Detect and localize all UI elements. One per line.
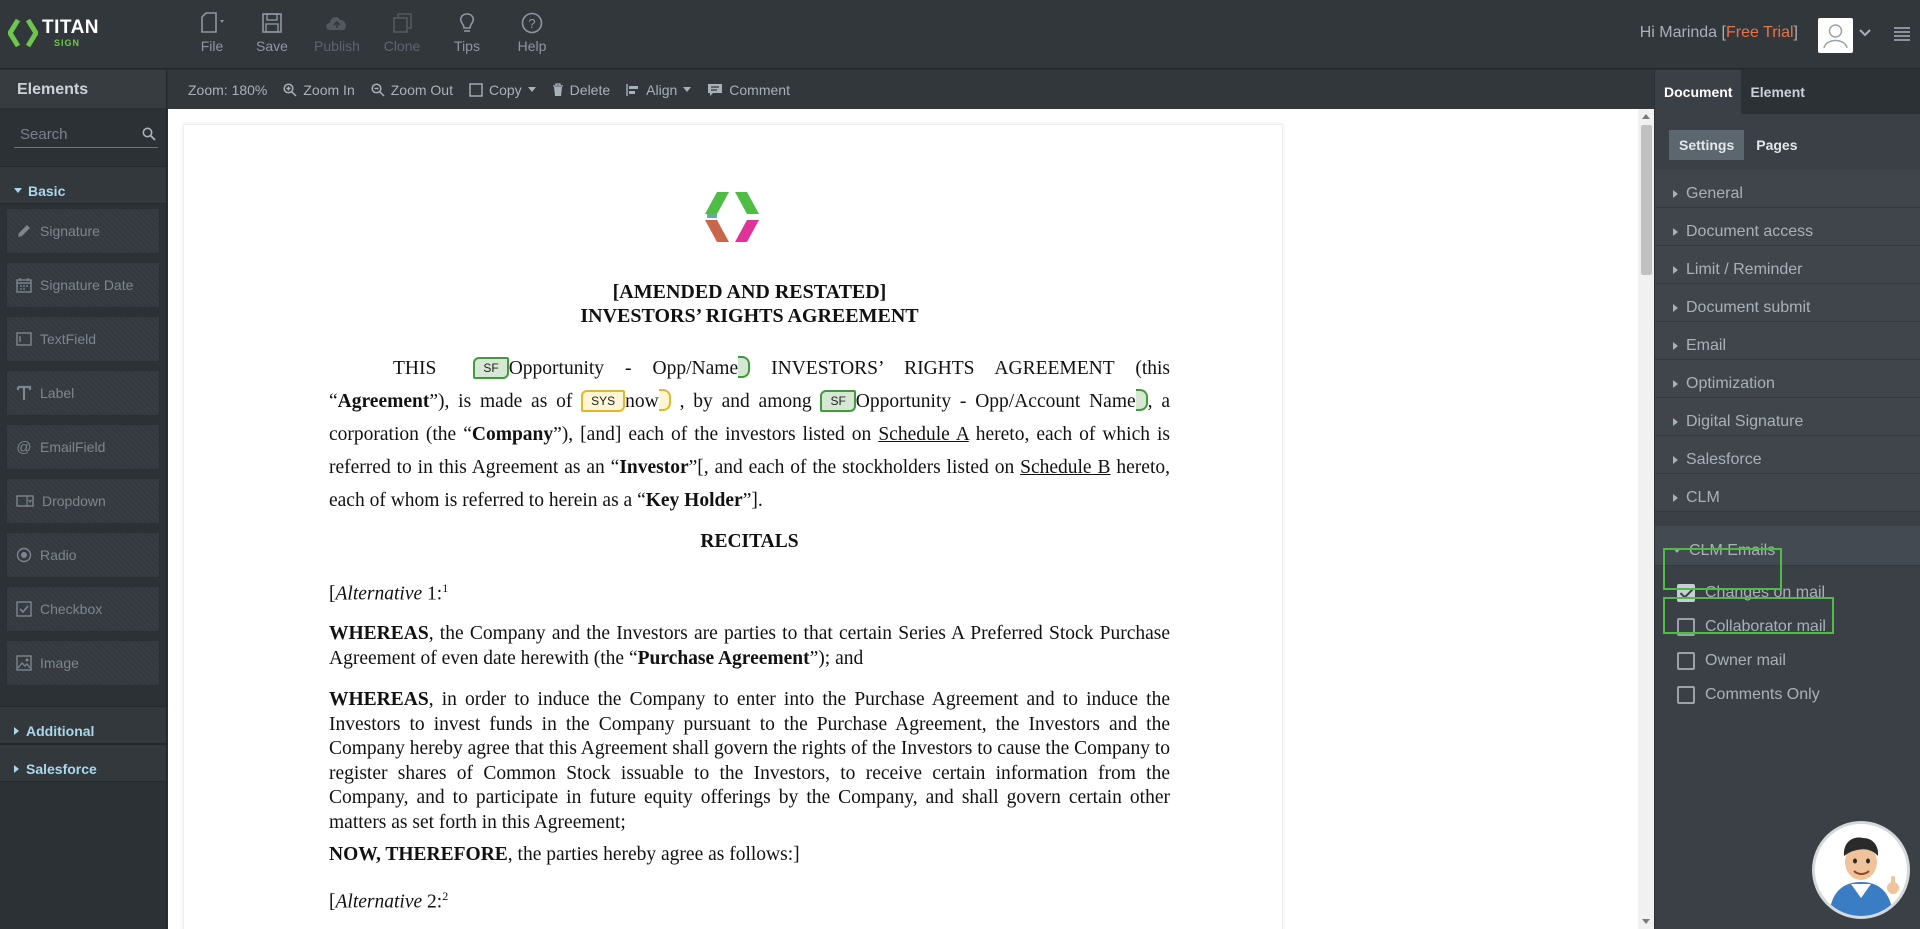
merge-field-end-bracket — [738, 356, 750, 378]
file-label: File — [200, 38, 224, 54]
save-icon — [261, 12, 283, 34]
pen-icon — [16, 223, 32, 239]
merge-field-now[interactable]: now — [625, 391, 659, 412]
greeting-close: ] — [1793, 24, 1798, 41]
checkbox-comments-only[interactable] — [1677, 678, 1920, 712]
align-label: Align — [646, 81, 678, 98]
caret-down-icon — [683, 87, 691, 92]
doc-text: , the parties hereby agree as follows:] — [507, 844, 800, 865]
section-label: CLM Emails — [1689, 541, 1776, 559]
doc-text: WHEREAS — [329, 689, 429, 710]
section-label: Optimization — [1686, 374, 1775, 392]
doc-text: , in order to induce the Company to enter into the Purchase Agreement and to induce the Investors to invest funds in the Company pursuant to the Purchase Agreement, the Investors and the Company hereby agree that this Agreement shall govern the rights of the Investors to cause the Company to register shares of Common Stock issuable to the Investors, to receive certain information from the Company, and to participate in future equity offerings by the Company, and shall govern certain other matters as set forth in this Agreement; — [329, 689, 1170, 833]
section-salesforce[interactable] — [1655, 436, 1920, 474]
clm-email-options — [1655, 566, 1920, 712]
delete-label: Delete — [569, 81, 611, 98]
section-document-submit[interactable] — [1655, 284, 1920, 322]
copy-label: Copy — [488, 81, 522, 98]
caret-right-icon — [1673, 266, 1678, 274]
section-digital-signature[interactable] — [1655, 398, 1920, 436]
comment-icon — [707, 83, 723, 97]
doc-text: NOW, THEREFORE — [329, 844, 508, 865]
checkbox-box[interactable] — [1677, 618, 1695, 636]
caret-right-icon — [1673, 304, 1678, 312]
tips-button[interactable] — [437, 12, 497, 60]
element-emailfield[interactable] — [6, 424, 160, 470]
sf-tag[interactable]: SF — [473, 357, 508, 379]
doc-text: ”), is made as of — [429, 391, 582, 412]
doc-text: ”]. — [742, 490, 763, 511]
elements-panel-title: Elements — [0, 70, 166, 108]
element-label[interactable] — [6, 370, 160, 416]
doc-alternative-1: [Alternative 1:$^1$ — [329, 581, 449, 605]
titan-sign-logo[interactable] — [8, 16, 118, 52]
delete-button[interactable] — [552, 82, 610, 98]
doc-text: THIS — [393, 358, 437, 379]
assistant-mascot-icon — [1815, 824, 1907, 916]
doc-whereas-1 — [329, 622, 1170, 671]
section-label: Digital Signature — [1686, 412, 1804, 430]
lightbulb-icon — [456, 12, 478, 34]
section-label: Document submit — [1686, 298, 1811, 316]
properties-subtabs — [1655, 114, 1920, 160]
doc-recitals-heading: RECITALS — [700, 531, 799, 552]
element-label: TextField — [40, 331, 97, 347]
clone-button[interactable] — [372, 12, 432, 60]
user-greeting — [1640, 24, 1798, 42]
at-sign-icon — [16, 439, 32, 455]
radio-icon — [16, 547, 32, 563]
clone-label: Clone — [383, 38, 421, 54]
dropdown-icon — [16, 494, 34, 508]
element-textfield[interactable] — [6, 316, 160, 362]
zoom-out-label: Zoom Out — [390, 81, 453, 98]
doc-text: hereto, each of which is referred to in this Agreement as an “ — [329, 424, 1171, 478]
doc-text: 2: — [422, 891, 443, 913]
sys-tag[interactable]: SYS — [581, 390, 625, 412]
element-search-input[interactable] — [14, 122, 132, 146]
chat-assistant-button[interactable] — [1812, 821, 1910, 919]
doc-text: Schedule B — [1020, 457, 1111, 478]
comment-button[interactable] — [707, 82, 790, 98]
section-general[interactable] — [1655, 170, 1920, 208]
user-icon — [1818, 18, 1853, 53]
doc-text: , the Company and the Investors are parties to that certain Series A Preferred Stock Purchase Agreement of even date herewith (the “ — [329, 623, 1170, 669]
doc-text: Company — [471, 424, 554, 445]
section-salesforce[interactable] — [0, 744, 166, 782]
checkbox-box[interactable] — [1677, 584, 1695, 602]
section-label: Salesforce — [1686, 450, 1762, 468]
zoom-in-icon — [283, 83, 297, 97]
save-label: Save — [256, 38, 288, 54]
checkbox-box[interactable] — [1677, 686, 1695, 704]
align-button[interactable] — [626, 82, 691, 98]
section-label: General — [1686, 184, 1743, 202]
element-label: Signature Date — [40, 277, 134, 293]
doc-paragraph-intro — [329, 352, 1170, 517]
scroll-up-arrow[interactable] — [1642, 114, 1650, 119]
checkbox-collaborator-mail[interactable] — [1677, 610, 1920, 644]
properties-tabs — [1655, 70, 1920, 114]
doc-text: Agreement — [337, 391, 430, 412]
caret-down-icon — [1673, 548, 1681, 553]
doc-text: , by and among — [670, 391, 821, 412]
element-label: Checkbox — [40, 601, 103, 617]
help-label: Help — [517, 38, 547, 54]
titan-logo-icon — [8, 18, 38, 48]
avatar[interactable] — [1818, 18, 1853, 53]
caret-right-icon — [1673, 456, 1678, 464]
canvas-toolbar — [168, 70, 1654, 109]
section-additional[interactable] — [0, 706, 166, 744]
doc-text: Alternative — [335, 891, 423, 913]
doc-text: Purchase Agreement — [637, 647, 810, 669]
file-button[interactable] — [182, 12, 242, 60]
caret-right-icon — [1673, 380, 1678, 388]
scrollbar-thumb[interactable] — [1641, 125, 1652, 275]
zoom-level — [188, 82, 267, 98]
doc-text: ”), [and] each of the investors listed on — [553, 424, 879, 445]
doc-text: hereto, each of whom is referred to herein as a “ — [329, 457, 1170, 511]
doc-text: ”); and — [809, 647, 864, 669]
titan-logo-image — [703, 188, 761, 246]
element-signature[interactable] — [6, 208, 160, 254]
document-canvas[interactable] — [168, 109, 1638, 929]
section-clm-emails[interactable] — [1655, 526, 1920, 566]
document-page[interactable] — [183, 124, 1283, 929]
section-label: CLM — [1686, 488, 1720, 506]
caret-down-icon — [14, 188, 22, 194]
doc-footnote: 1 — [442, 581, 449, 595]
doc-text: ”[, and each of the stockholders listed on — [688, 457, 1021, 478]
element-radio[interactable] — [6, 532, 160, 578]
checkbox-label: Collaborator mail — [1705, 618, 1826, 635]
tab-element[interactable]: Element — [1750, 84, 1805, 100]
search-icon[interactable] — [142, 127, 156, 141]
element-label: EmailField — [40, 439, 106, 455]
section-email[interactable] — [1655, 322, 1920, 360]
element-label: Signature — [40, 223, 100, 239]
clone-icon — [391, 12, 413, 34]
svg-text:?: ? — [528, 16, 536, 31]
element-label: Label — [40, 385, 75, 401]
free-trial-link[interactable]: Free Trial — [1725, 24, 1794, 41]
zoom-level-text: Zoom: 180% — [188, 81, 268, 98]
properties-panel — [1655, 70, 1920, 929]
section-basic[interactable] — [0, 166, 166, 204]
document-scrollbar[interactable] — [1638, 109, 1654, 929]
textfield-icon — [16, 332, 32, 346]
checkbox-icon — [16, 601, 32, 617]
checkbox-label: Owner mail — [1705, 652, 1786, 669]
section-basic-label: Basic — [28, 182, 66, 199]
comment-label: Comment — [729, 81, 790, 98]
element-image[interactable] — [6, 640, 160, 686]
zoom-in-label: Zoom In — [303, 81, 355, 98]
doc-now-therefore — [329, 843, 1170, 868]
section-label: Document access — [1686, 222, 1814, 240]
element-label: Dropdown — [42, 493, 106, 509]
element-label: Radio — [40, 547, 77, 563]
caret-right-icon — [14, 765, 20, 773]
top-bar — [0, 0, 1920, 69]
section-clm[interactable] — [1655, 474, 1920, 512]
caret-right-icon — [1673, 418, 1678, 426]
doc-text: Key Holder — [645, 490, 743, 511]
merge-field-end-bracket — [659, 389, 671, 411]
section-limit-reminder[interactable] — [1655, 246, 1920, 284]
cloud-upload-icon — [324, 12, 350, 34]
checkbox-changes-on-mail[interactable] — [1677, 576, 1920, 610]
greeting-text: Hi Marinda [ — [1639, 24, 1726, 41]
publish-label: Publish — [314, 38, 360, 54]
element-search — [14, 122, 158, 148]
zoom-in-button[interactable] — [283, 82, 354, 98]
merge-field-end-bracket — [1136, 389, 1148, 411]
tab-document[interactable]: Document — [1655, 70, 1741, 114]
caret-right-icon — [1673, 190, 1678, 198]
caret-right-icon — [1673, 342, 1678, 350]
section-document-access[interactable] — [1655, 208, 1920, 246]
element-signature-date[interactable] — [6, 262, 160, 308]
section-additional-label: Additional — [26, 722, 95, 739]
svg-text:@: @ — [16, 439, 32, 455]
copy-icon — [469, 83, 483, 97]
caret-right-icon — [1673, 494, 1678, 502]
element-checkbox[interactable] — [6, 586, 160, 632]
checkbox-box[interactable] — [1677, 652, 1695, 670]
chevron-down-icon[interactable] — [1858, 28, 1872, 38]
zoom-out-icon — [371, 83, 385, 97]
checkbox-label: Comments Only — [1705, 686, 1820, 703]
calendar-icon — [16, 277, 32, 293]
doc-text: Schedule A — [878, 424, 969, 445]
text-t-icon — [16, 385, 32, 401]
doc-text: INVESTORS’ RIGHTS AGREEMENT (this “ — [329, 358, 1170, 412]
hamburger-menu-icon[interactable] — [1893, 26, 1911, 42]
caret-right-icon — [14, 727, 20, 735]
merge-field-account-name[interactable]: Opportunity - Opp/Account Name — [855, 391, 1136, 412]
tips-label: Tips — [454, 38, 480, 54]
brand-subname: SIGN — [54, 38, 81, 48]
doc-footnote: 2 — [442, 889, 449, 903]
zoom-out-button[interactable] — [371, 82, 453, 98]
element-label: Image — [40, 655, 79, 671]
caret-down-icon — [528, 87, 536, 92]
doc-title-line1: [AMENDED AND RESTATED] — [612, 281, 887, 303]
help-icon — [521, 12, 543, 34]
doc-alternative-2: [Alternative 2:$^2$ — [329, 889, 449, 913]
brand-name: TITAN — [42, 17, 100, 38]
section-label: Email — [1686, 336, 1727, 354]
elements-panel — [0, 70, 167, 929]
align-icon — [626, 83, 640, 97]
doc-title-line2: INVESTORS’ RIGHTS AGREEMENT — [580, 305, 919, 327]
basic-element-list — [0, 204, 166, 698]
sf-tag[interactable]: SF — [820, 390, 855, 412]
doc-whereas-2 — [329, 688, 1170, 835]
doc-text: Alternative — [335, 583, 423, 605]
section-salesforce-label: Salesforce — [26, 760, 97, 777]
settings-sections — [1655, 170, 1920, 566]
element-dropdown[interactable] — [6, 478, 160, 524]
file-icon — [196, 12, 228, 34]
doc-text: , a corporation (the “ — [329, 391, 1171, 445]
scroll-down-arrow[interactable] — [1642, 919, 1650, 924]
save-button[interactable] — [242, 12, 302, 60]
help-button[interactable] — [502, 12, 562, 60]
checkbox-label: Changes on mail — [1705, 584, 1826, 601]
section-optimization[interactable] — [1655, 360, 1920, 398]
doc-text: WHEREAS — [329, 623, 429, 644]
merge-field-opp-name[interactable]: Opportunity - Opp/Name — [508, 358, 739, 379]
section-label: Limit / Reminder — [1686, 260, 1803, 278]
publish-button[interactable] — [307, 12, 367, 60]
subtab-settings[interactable]: Settings — [1669, 130, 1744, 160]
checkbox-owner-mail[interactable] — [1677, 644, 1920, 678]
caret-right-icon — [1673, 228, 1678, 236]
subtab-pages[interactable]: Pages — [1756, 137, 1798, 153]
doc-text: Investor — [619, 457, 689, 478]
trash-icon — [552, 83, 564, 97]
copy-button[interactable] — [469, 82, 536, 98]
image-icon — [16, 655, 32, 671]
doc-text: 1: — [422, 583, 443, 605]
